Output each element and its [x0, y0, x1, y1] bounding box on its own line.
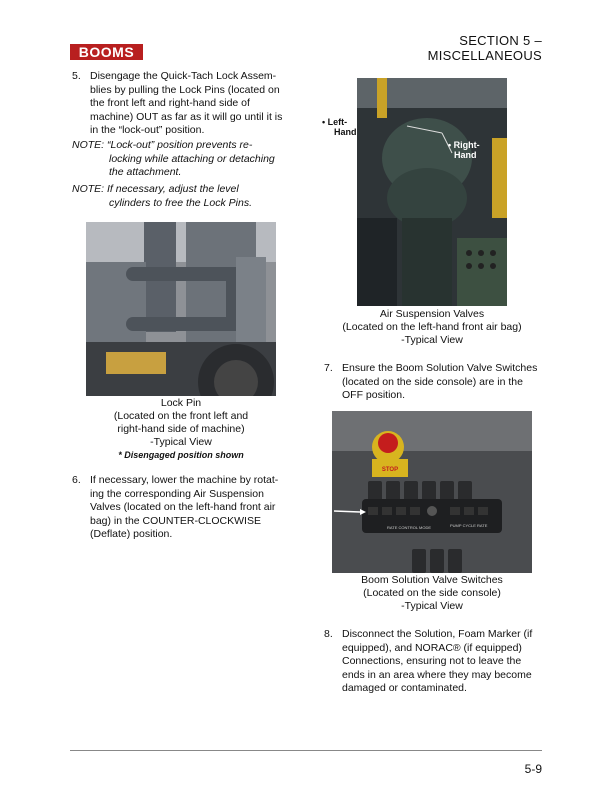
- step-number: 8.: [324, 628, 333, 640]
- label-line: Hand: [454, 150, 477, 160]
- step-text: Ensure the Boom Solution Valve Switches (located on the side console) are in the OFF position.: [342, 362, 538, 401]
- caption-line: (Located on the front left and: [113, 410, 249, 422]
- step-6: [72, 474, 290, 544]
- caption-disengaged-note: * Disengaged position shown: [118, 450, 244, 460]
- stop-label: STOP: [381, 467, 399, 473]
- page-number: 5-9: [524, 762, 542, 776]
- step-5: [72, 70, 290, 134]
- caption-title: Air Suspension Valves: [379, 308, 485, 320]
- step-number: 6.: [72, 474, 81, 486]
- rate-control-label: RATE CONTROL MODE: [387, 525, 432, 530]
- note-rest: cylinders to free the Lock Pins.: [109, 196, 252, 209]
- lock-pin-caption: [86, 397, 276, 462]
- caption-line: (Located on the side console): [363, 587, 501, 599]
- right-hand-label: [448, 140, 480, 160]
- section-title-line1: SECTION 5 –: [459, 33, 542, 48]
- air-suspension-photo: [357, 78, 507, 306]
- note-lock-out: [72, 139, 292, 180]
- section-heading: [428, 33, 542, 63]
- caption-line: right-hand side of machine): [117, 423, 245, 435]
- caption-line: (Located on the left-hand front air bag): [342, 321, 522, 333]
- label-line: • Left-: [322, 117, 348, 127]
- air-suspension-caption: [330, 308, 534, 347]
- caption-line: -Typical View: [150, 436, 212, 448]
- section-title-line2: MISCELLANEOUS: [427, 48, 542, 63]
- step-text: Disengage the Quick-Tach Lock Assem-blies by pulling the Lock Pins (located on the front left and right-hand side of machine) OUT as far as it will go until it is in the “lock-out” position.: [90, 70, 283, 136]
- step-text: Disconnect the Solution, Foam Marker (if equipped), and NORAC® (if equipped) Connections, ensuring not to leave the ends in an area where they may become damaged or contaminated.: [342, 628, 533, 694]
- boom-valve-switches-caption: [332, 574, 532, 613]
- pump-cycle-label: PUMP CYCLE RATE: [450, 523, 488, 528]
- lock-pin-photo: [86, 222, 276, 396]
- step-8: [324, 628, 542, 698]
- label-line: • Right-: [448, 140, 480, 150]
- step-7: [324, 362, 542, 404]
- logo-text: BOOMS: [78, 44, 135, 60]
- label-line: Hand: [334, 127, 357, 137]
- note-rest: locking while attaching or detaching the attachment.: [109, 152, 275, 178]
- note-lead: NOTE: If necessary, adjust the level: [72, 183, 239, 195]
- note-lead: NOTE: “Lock-out” position prevents re-: [72, 139, 253, 151]
- boom-valve-switches-photo: [332, 411, 532, 573]
- footer-divider: [70, 750, 542, 751]
- brand-logo: [70, 44, 143, 60]
- caption-title: Boom Solution Valve Switches: [361, 574, 503, 586]
- caption-line: -Typical View: [401, 334, 463, 346]
- caption-line: -Typical View: [401, 600, 463, 612]
- step-number: 5.: [72, 70, 81, 82]
- caption-title: Lock Pin: [160, 397, 202, 409]
- left-hand-label: [322, 117, 357, 137]
- step-number: 7.: [324, 362, 333, 374]
- step-text: If necessary, lower the machine by rotat-ing the corresponding Air Suspension Valves (located on the left-hand front air bag) in the COUNTER-CLOCKWISE (Deflate) position.: [90, 474, 279, 540]
- note-level-cylinders: [72, 183, 292, 210]
